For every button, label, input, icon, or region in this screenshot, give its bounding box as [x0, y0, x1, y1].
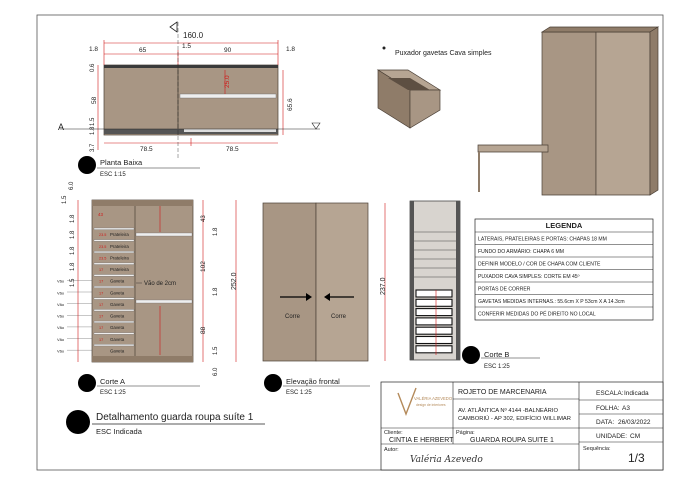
- view-title-corte-a: Corte A: [100, 377, 126, 386]
- dim-bottom-left: 78.5: [140, 146, 153, 153]
- dim-top-gap: 6.0: [69, 181, 75, 190]
- 3d-top: [542, 27, 658, 32]
- corte-a-top-value: 43: [98, 212, 103, 217]
- corte-a-shelf-line: [94, 263, 134, 265]
- corte-a-row-value: 23.5: [99, 244, 107, 249]
- elevacao-right-label: Corre: [331, 314, 347, 320]
- corte-a-row-value: 17: [99, 291, 104, 296]
- corte-a-row-value: 17: [99, 314, 104, 319]
- dim-right-gap: 1.8: [286, 46, 296, 53]
- vao-side-label: Vão: [57, 278, 65, 284]
- view-scale-corte-b: ESC 1:25: [484, 364, 510, 370]
- 3d-left-door: [542, 32, 596, 195]
- corte-a-row-value: 23.5: [99, 256, 107, 261]
- corte-a-view: [57, 181, 238, 396]
- note-dot: [383, 47, 386, 50]
- corte-a-row-label: Prateleira: [110, 267, 129, 273]
- titleblock: [381, 382, 663, 470]
- legenda-title: LEGENDA: [545, 221, 583, 230]
- vao-side-label: Vão: [57, 348, 65, 354]
- vao-side-label: Vão: [57, 301, 65, 307]
- main-title: Detalhamento guarda roupa suíte 1: [96, 412, 254, 423]
- legenda-item: PUXADOR CAVA SIMPLES: CORTE EM 45º: [478, 274, 580, 280]
- address-line-2: CAMBORIÚ - AP 302, EDIFÍCIO WILLIMAR: [458, 416, 571, 422]
- vao-label: Vão de 2cm: [144, 281, 177, 287]
- puxador-front: [410, 90, 440, 128]
- page-label: Página:: [456, 430, 475, 436]
- corte-a-shelf-line: [94, 240, 134, 242]
- dim-top-gap2: 1.5: [62, 195, 68, 204]
- corte-b-side: [410, 201, 414, 360]
- dim-side-1: 1.5: [90, 117, 96, 126]
- unidade-value: CM: [630, 433, 641, 440]
- dim-width-right: 90: [224, 47, 232, 54]
- elevacao-left-door: [263, 203, 316, 361]
- dim-side-3: 3.7: [90, 143, 96, 152]
- logo-sub: design de interiores: [416, 403, 446, 407]
- elevacao-right-door: [316, 203, 368, 361]
- corte-a-row-label: Gaveta: [110, 313, 125, 319]
- corte-a-shelf-line: [94, 228, 134, 230]
- planta-shelf: [180, 94, 276, 98]
- 3d-side: [650, 27, 658, 195]
- view-title-planta: Planta Baixa: [100, 158, 143, 167]
- corte-a-shelf-line: [94, 344, 134, 346]
- vao-side-label: Vão: [57, 325, 65, 331]
- corte-a-row-label: Gaveta: [110, 336, 125, 342]
- main-title-dot: [66, 410, 90, 434]
- puxador-detail: [378, 47, 492, 129]
- corte-b-drawer: [416, 327, 452, 334]
- corte-b-drawer: [416, 337, 452, 344]
- author-label: Autor:: [384, 447, 399, 453]
- dim-elevacao-height: 237.0: [380, 277, 387, 295]
- corte-a-shelf-line: [94, 251, 134, 253]
- corte-a-base: [92, 356, 193, 362]
- corte-a-row-value: 17: [99, 279, 104, 284]
- corte-a-rail: [136, 300, 192, 303]
- dim-left-gap: 1.8: [89, 46, 99, 53]
- planta-door-track: [184, 129, 276, 132]
- corte-a-row-label: Gaveta: [110, 290, 125, 296]
- dim-inner-height: 25.0: [224, 75, 231, 88]
- legenda-item: LATERAIS, PRATELEIRAS E PORTAS: CHAPAS 18 MM: [478, 236, 607, 243]
- view-scale-corte-a: ESC 1:25: [100, 390, 126, 396]
- corte-a-row-label: Prateleira: [110, 255, 129, 261]
- corte-b-drawer: [416, 299, 452, 306]
- escala-value: Indicada: [624, 390, 649, 397]
- view-marker-dot: [78, 156, 96, 174]
- elevacao-frontal-view: [263, 203, 387, 396]
- dim-side-2: 1.8: [90, 126, 96, 135]
- dim-left-2: 1.8: [70, 230, 76, 239]
- corte-b-drawer: [416, 318, 452, 325]
- vao-side-label: Vão: [57, 290, 65, 296]
- dim-left-1: 1.8: [70, 214, 76, 223]
- view-marker-dot: [462, 346, 480, 364]
- corte-a-shelf-line: [94, 298, 134, 300]
- corte-b-drawer: [416, 309, 452, 316]
- legenda-item: PORTAS DE CORRER: [478, 286, 531, 293]
- dim-depth-left: 58: [91, 96, 98, 104]
- escala-label: ESCALA:: [596, 390, 624, 397]
- dim-left-5: 1.5: [70, 278, 76, 287]
- corte-b-rows: [414, 232, 456, 353]
- corte-a-row-value: 17: [99, 326, 104, 331]
- corte-a-row-label: Gaveta: [110, 278, 125, 284]
- dim-mid: 1.5: [182, 43, 192, 50]
- project-name: ROJETO DE MARCENARIA: [458, 389, 547, 396]
- dim-right-depth: 65.6: [287, 98, 294, 111]
- vao-side-label: Vão: [57, 336, 65, 342]
- unidade-label: UNIDADE:: [596, 433, 628, 440]
- corte-a-row-value: 17: [99, 268, 104, 273]
- section-arrow-a: [312, 123, 320, 129]
- sequencia-label: Sequência:: [583, 446, 611, 452]
- corte-a-row-value: 17: [99, 302, 104, 307]
- dim-right-mid2: 1.8: [213, 287, 219, 296]
- view-title-elevacao: Elevação frontal: [286, 377, 340, 386]
- page-value: GUARDA ROUPA SUITE 1: [470, 437, 554, 444]
- section-arrow-b: [170, 22, 177, 32]
- corte-a-shelf-line: [94, 333, 134, 335]
- view-marker-dot: [78, 374, 96, 392]
- corte-a-shelf-line: [94, 321, 134, 323]
- folha-label: FOLHA:: [596, 405, 620, 412]
- corte-b-drawer: [416, 290, 452, 297]
- dim-right-top: 43: [201, 215, 207, 222]
- view-title-corte-b: Corte B: [484, 350, 510, 359]
- wardrobe-3d: [478, 27, 658, 195]
- corte-a-row-label: Prateleira: [110, 232, 129, 238]
- corte-a-top: [92, 200, 193, 206]
- dim-total: 160.0: [183, 31, 204, 40]
- corte-a-row-label: Gaveta: [110, 325, 125, 331]
- corte-a-shelf-line: [94, 309, 134, 311]
- corte-a-row-label: Gaveta: [110, 348, 125, 354]
- 3d-right-door: [596, 32, 650, 195]
- legenda-item: DEFINIR MODELO / COR DE CHAPA COM CLIENTE: [478, 261, 601, 268]
- dim-right-bottom: 1.5: [213, 346, 219, 355]
- dim-left-4: 1.8: [70, 262, 76, 271]
- legenda-table: [475, 219, 653, 320]
- dim-right-102: 102: [200, 261, 207, 272]
- view-marker-dot: [264, 374, 282, 392]
- logo-name: VALÉRIA AZEVEDO: [414, 396, 453, 401]
- corte-a-row-value: 17: [99, 337, 104, 342]
- corte-a-row-label: Gaveta: [110, 301, 125, 307]
- view-scale-elevacao: ESC 1:25: [286, 390, 312, 396]
- corte-b-drawer: [416, 346, 452, 353]
- corte-a-shelf-line: [94, 275, 134, 277]
- section-mark-a: A: [58, 122, 65, 132]
- legenda-item: GAVETAS MEDIDAS INTERNAS.: 55.6cm X P 53cm X A 14.3cm: [478, 299, 625, 305]
- corte-a-cabinet: [92, 200, 193, 362]
- view-scale-planta: ESC 1:15: [100, 172, 126, 178]
- legenda-item: FUNDO DO ARMÁRIO: CHAPA 6 MM: [478, 249, 564, 255]
- dim-depth-top: 0.6: [90, 63, 96, 72]
- dim-total-height: 252.0: [231, 272, 238, 290]
- legenda-item: CONFERIR MEDIDAS DO PÉ DIREITO NO LOCAL: [478, 311, 596, 318]
- corte-a-shelf-right: [136, 233, 192, 236]
- folha-value: A3: [622, 405, 630, 412]
- corte-a-shelf-line: [94, 286, 134, 288]
- sequencia-value: 1/3: [628, 451, 645, 465]
- planta-baixa-view: [58, 22, 320, 178]
- dim-bottom: 6.0: [213, 367, 219, 376]
- dim-bottom-right: 78.5: [226, 146, 239, 153]
- author-signature: Valéria Azevedo: [410, 455, 483, 465]
- planta-top-edge: [104, 65, 278, 68]
- main-title-block: [66, 410, 265, 436]
- puxador-note: Puxador gavetas Cava simples: [395, 50, 492, 57]
- elevacao-left-label: Corre: [285, 314, 301, 320]
- corte-a-row-value: 23.5: [99, 233, 107, 238]
- dim-left-3: 1.8: [70, 246, 76, 255]
- address-line-1: AV. ATLÂNTICA Nº 4144 -BALNEÁRIO: [458, 408, 558, 414]
- 3d-desk: [478, 145, 548, 152]
- client-value: CINTIA E HERBERT: [389, 437, 454, 444]
- planta-cabinet: [104, 65, 278, 135]
- vao-side-label: Vão: [57, 313, 65, 319]
- data-value: 26/03/2022: [618, 419, 651, 426]
- client-label: Cliente:: [384, 430, 403, 436]
- dim-width-left: 65: [139, 47, 147, 54]
- data-label: DATA:: [596, 419, 615, 426]
- corte-a-row-label: Prateleira: [110, 243, 129, 249]
- dim-right-88: 88: [200, 326, 207, 334]
- dim-right-mid1: 1.8: [213, 227, 219, 236]
- 3d-desk-leg: [478, 152, 480, 192]
- corte-b-back: [456, 201, 460, 360]
- main-title-scale: ESC Indicada: [96, 427, 142, 436]
